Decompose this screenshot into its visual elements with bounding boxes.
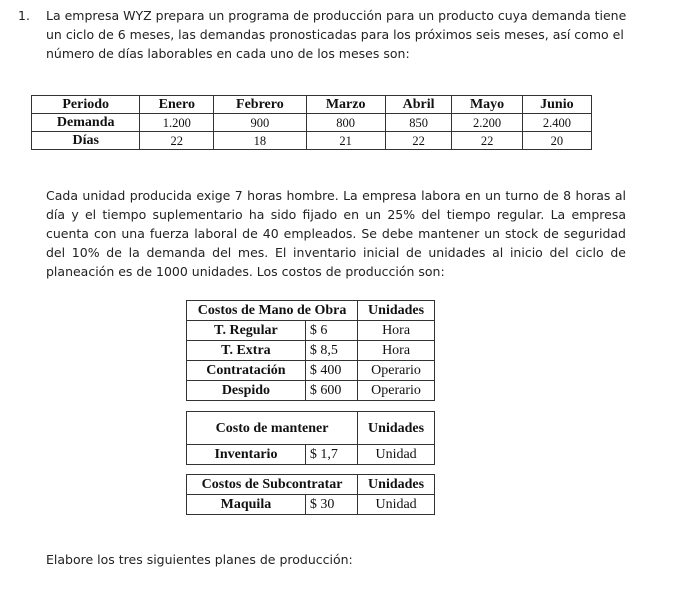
labor-cost: $ 6 [305, 321, 357, 341]
inventory-label: Inventario [187, 445, 306, 465]
labor-cost: $ 400 [305, 361, 357, 381]
days-cell: 21 [306, 132, 385, 150]
subcontract-header: Costos de Subcontratar [187, 475, 358, 495]
inventory-header: Costo de mantener [187, 412, 358, 445]
labor-label: Contratación [187, 361, 306, 381]
days-row [32, 132, 592, 150]
demand-cell: 850 [385, 114, 452, 132]
inventory-cost-table [186, 411, 435, 465]
header-junio: Junio [522, 96, 591, 114]
labor-unit: Hora [358, 321, 435, 341]
closing-paragraph: Elabore los tres siguientes planes de producción: [46, 552, 353, 567]
demand-table [31, 95, 592, 150]
labor-label: T. Regular [187, 321, 306, 341]
subcontract-unit: Unidad [358, 495, 435, 515]
labor-units-header: Unidades [358, 301, 435, 321]
labor-row [187, 381, 435, 401]
demand-header-row [32, 96, 592, 114]
labor-cost: $ 8,5 [305, 341, 357, 361]
inventory-row [187, 445, 435, 465]
subcontract-header-row [187, 475, 435, 495]
inventory-cost: $ 1,7 [305, 445, 357, 465]
demand-cell: 2.400 [522, 114, 591, 132]
labor-unit: Hora [358, 341, 435, 361]
subcontract-cost-table [186, 474, 435, 515]
labor-header-row [187, 301, 435, 321]
labor-row [187, 321, 435, 341]
labor-row [187, 341, 435, 361]
labor-cost-table [186, 300, 435, 401]
inventory-header-row [187, 412, 435, 445]
subcontract-label: Maquila [187, 495, 306, 515]
days-cell: 18 [214, 132, 306, 150]
subcontract-cost: $ 30 [305, 495, 357, 515]
intro-paragraph: La empresa WYZ prepara un programa de producción para un producto cuya demanda tiene un ciclo de 6 meses, las demandas pronosticadas para los próximos seis meses, así como el número de días laborables en cada uno de los meses son: [46, 8, 627, 61]
labor-unit: Operario [358, 361, 435, 381]
demand-label: Demanda [32, 114, 140, 132]
labor-row [187, 361, 435, 381]
days-cell: 20 [522, 132, 591, 150]
demand-row [32, 114, 592, 132]
days-cell: 22 [452, 132, 522, 150]
inventory-units-header: Unidades [358, 412, 435, 445]
demand-cell: 800 [306, 114, 385, 132]
header-mayo: Mayo [452, 96, 522, 114]
inventory-unit: Unidad [358, 445, 435, 465]
demand-cell: 900 [214, 114, 306, 132]
body-paragraph: Cada unidad producida exige 7 horas hombre. La empresa labora en un turno de 8 horas al día y el tiempo suplementario ha sido fijado en un 25% del tiempo regular. La empresa cuenta con una fuerza laboral de 40 empleados. Se debe mantener un stock de seguridad del 10% de la demanda del mes. El inventario inicial de unidades al inicio del ciclo de planeación es de 1000 unidades. Los costos de producción son: [46, 188, 626, 279]
labor-label: T. Extra [187, 341, 306, 361]
header-enero: Enero [140, 96, 214, 114]
subcontract-units-header: Unidades [358, 475, 435, 495]
item-number: 1. [18, 8, 30, 23]
subcontract-row [187, 495, 435, 515]
labor-cost: $ 600 [305, 381, 357, 401]
days-label: Días [32, 132, 140, 150]
demand-cell: 2.200 [452, 114, 522, 132]
labor-unit: Operario [358, 381, 435, 401]
demand-cell: 1.200 [140, 114, 214, 132]
header-abril: Abril [385, 96, 452, 114]
header-periodo: Periodo [32, 96, 140, 114]
days-cell: 22 [140, 132, 214, 150]
header-marzo: Marzo [306, 96, 385, 114]
header-febrero: Febrero [214, 96, 306, 114]
days-cell: 22 [385, 132, 452, 150]
labor-header: Costos de Mano de Obra [187, 301, 358, 321]
labor-label: Despido [187, 381, 306, 401]
